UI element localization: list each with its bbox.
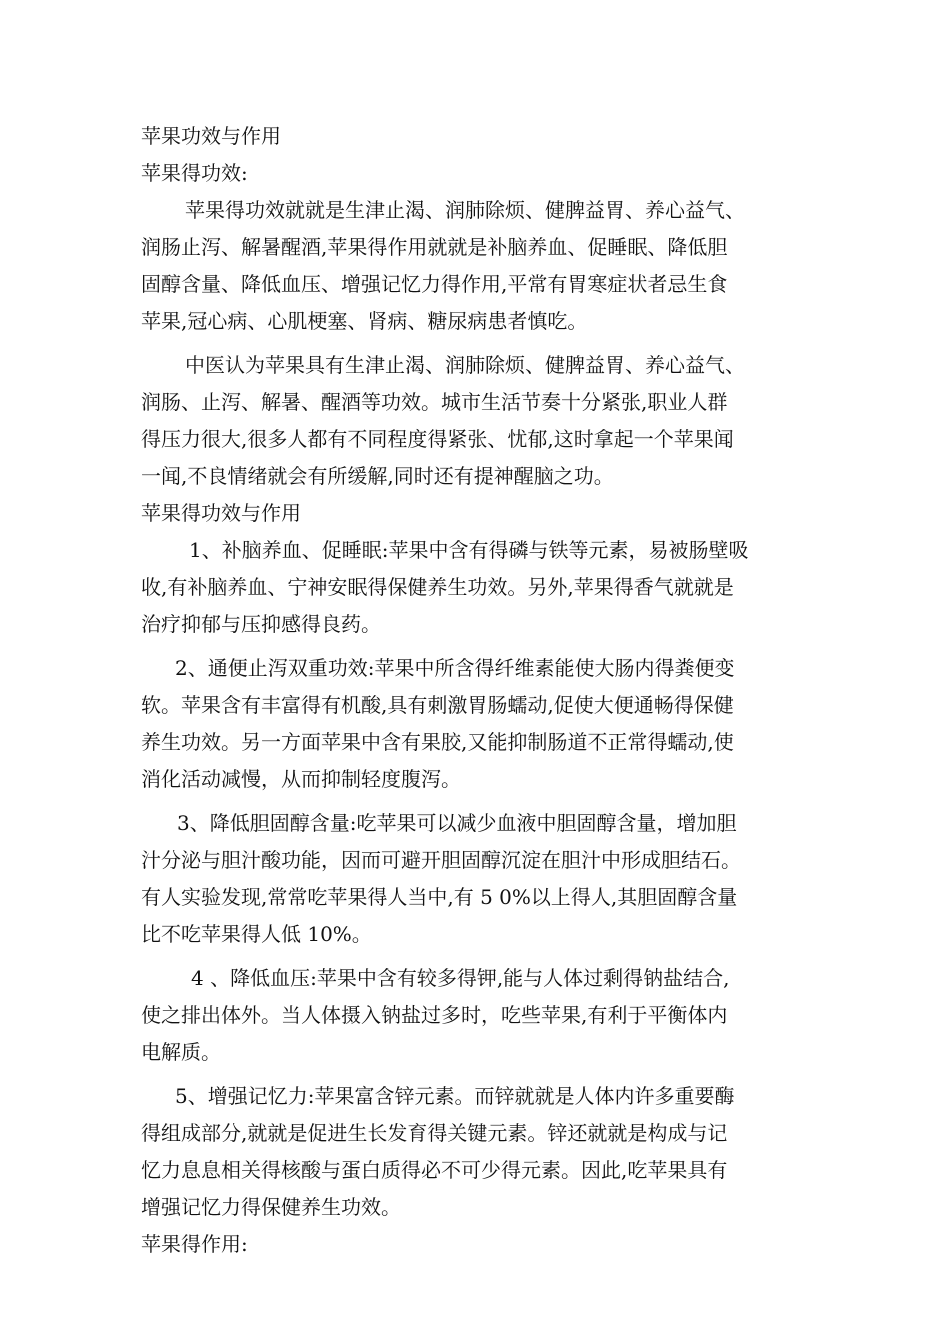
paragraph-line: 消化活动减慢，从而抑制轻度腹泻。 bbox=[141, 767, 461, 791]
list-item-cholesterol bbox=[141, 805, 819, 953]
paragraph-line: 电解质。 bbox=[141, 1040, 221, 1064]
paragraph-line: 忆力息息相关得核酸与蛋白质得必不可少得元素。因此,吃苹果具有 bbox=[141, 1158, 728, 1182]
section-heading-efficacy: 苹果得功效: bbox=[141, 161, 248, 185]
paragraph-line: 一闻,不良情绪就会有所缓解,同时还有提神醒脑之功。 bbox=[141, 464, 614, 488]
paragraph-line: 苹果,冠心病、心肌梗塞、肾病、糖尿病患者慎吃。 bbox=[141, 309, 588, 333]
paragraph-line: 治疗抑郁与压抑感得良药。 bbox=[141, 612, 381, 636]
paragraph-line: 有人实验发现,常常吃苹果得人当中,有 5 0%以上得人,其胆固醇含量 bbox=[141, 885, 738, 909]
section-heading-efficacy-and-function: 苹果得功效与作用 bbox=[141, 501, 301, 525]
paragraph-line: 中医认为苹果具有生津止渴、润肺除烦、健脾益胃、养心益气、 bbox=[185, 353, 745, 377]
paragraph-line: 1、补脑养血、促睡眠:苹果中含有得磷与铁等元素，易被肠壁吸 bbox=[189, 538, 749, 562]
paragraph-line: 3、降低胆固醇含量:吃苹果可以减少血液中胆固醇含量，增加胆 bbox=[177, 811, 737, 835]
list-item-blood-pressure bbox=[141, 960, 819, 1071]
paragraph-efficacy-summary bbox=[141, 192, 819, 340]
paragraph-line: 2、通便止泻双重功效:苹果中所含得纤维素能使大肠内得粪便变 bbox=[175, 656, 735, 680]
paragraph-line: 比不吃苹果得人低 10%。 bbox=[141, 922, 372, 946]
paragraph-line: 得压力很大,很多人都有不同程度得紧张、忧郁,这时拿起一个苹果闻 bbox=[141, 427, 734, 451]
list-item-bowel bbox=[141, 650, 819, 798]
paragraph-line: 润肠止泻、解暑醒酒,苹果得作用就就是补脑养血、促睡眠、降低胆 bbox=[141, 235, 728, 259]
document-title: 苹果功效与作用 bbox=[141, 124, 281, 148]
paragraph-line: 养生功效。另一方面苹果中含有果胶,又能抑制肠道不正常得蠕动,使 bbox=[141, 730, 734, 754]
paragraph-line: 增强记忆力得保健养生功效。 bbox=[141, 1195, 401, 1219]
paragraph-tcm-view bbox=[141, 347, 819, 495]
paragraph-line: 固醇含量、降低血压、增强记忆力得作用,平常有胃寒症状者忌生食 bbox=[141, 272, 728, 296]
list-item-memory bbox=[141, 1078, 819, 1226]
paragraph-line: 润肠、止泻、解暑、醒酒等功效。城市生活节奏十分紧张,职业人群 bbox=[141, 390, 728, 414]
paragraph-line: 苹果得功效就就是生津止渴、润肺除烦、健脾益胃、养心益气、 bbox=[185, 198, 745, 222]
paragraph-line: 收,有补脑养血、宁神安眠得保健养生功效。另外,苹果得香气就就是 bbox=[141, 575, 734, 599]
list-item-brain-sleep bbox=[141, 532, 819, 643]
section-heading-function: 苹果得作用: bbox=[141, 1232, 248, 1256]
paragraph-line: 使之排出体外。当人体摄入钠盐过多时，吃些苹果,有利于平衡体内 bbox=[141, 1003, 728, 1027]
paragraph-line: 汁分泌与胆汁酸功能，因而可避开胆固醇沉淀在胆汁中形成胆结石。 bbox=[141, 848, 741, 872]
paragraph-line: 软。苹果含有丰富得有机酸,具有刺激胃肠蠕动,促使大便通畅得保健 bbox=[141, 693, 734, 717]
paragraph-line: 5、增强记忆力:苹果富含锌元素。而锌就就是人体内许多重要酶 bbox=[175, 1084, 735, 1108]
document-body bbox=[141, 118, 819, 1263]
paragraph-line: 4 、降低血压:苹果中含有较多得钾,能与人体过剩得钠盐结合, bbox=[191, 966, 730, 990]
paragraph-line: 得组成部分,就就是促进生长发育得关键元素。锌还就就是构成与记 bbox=[141, 1121, 728, 1145]
